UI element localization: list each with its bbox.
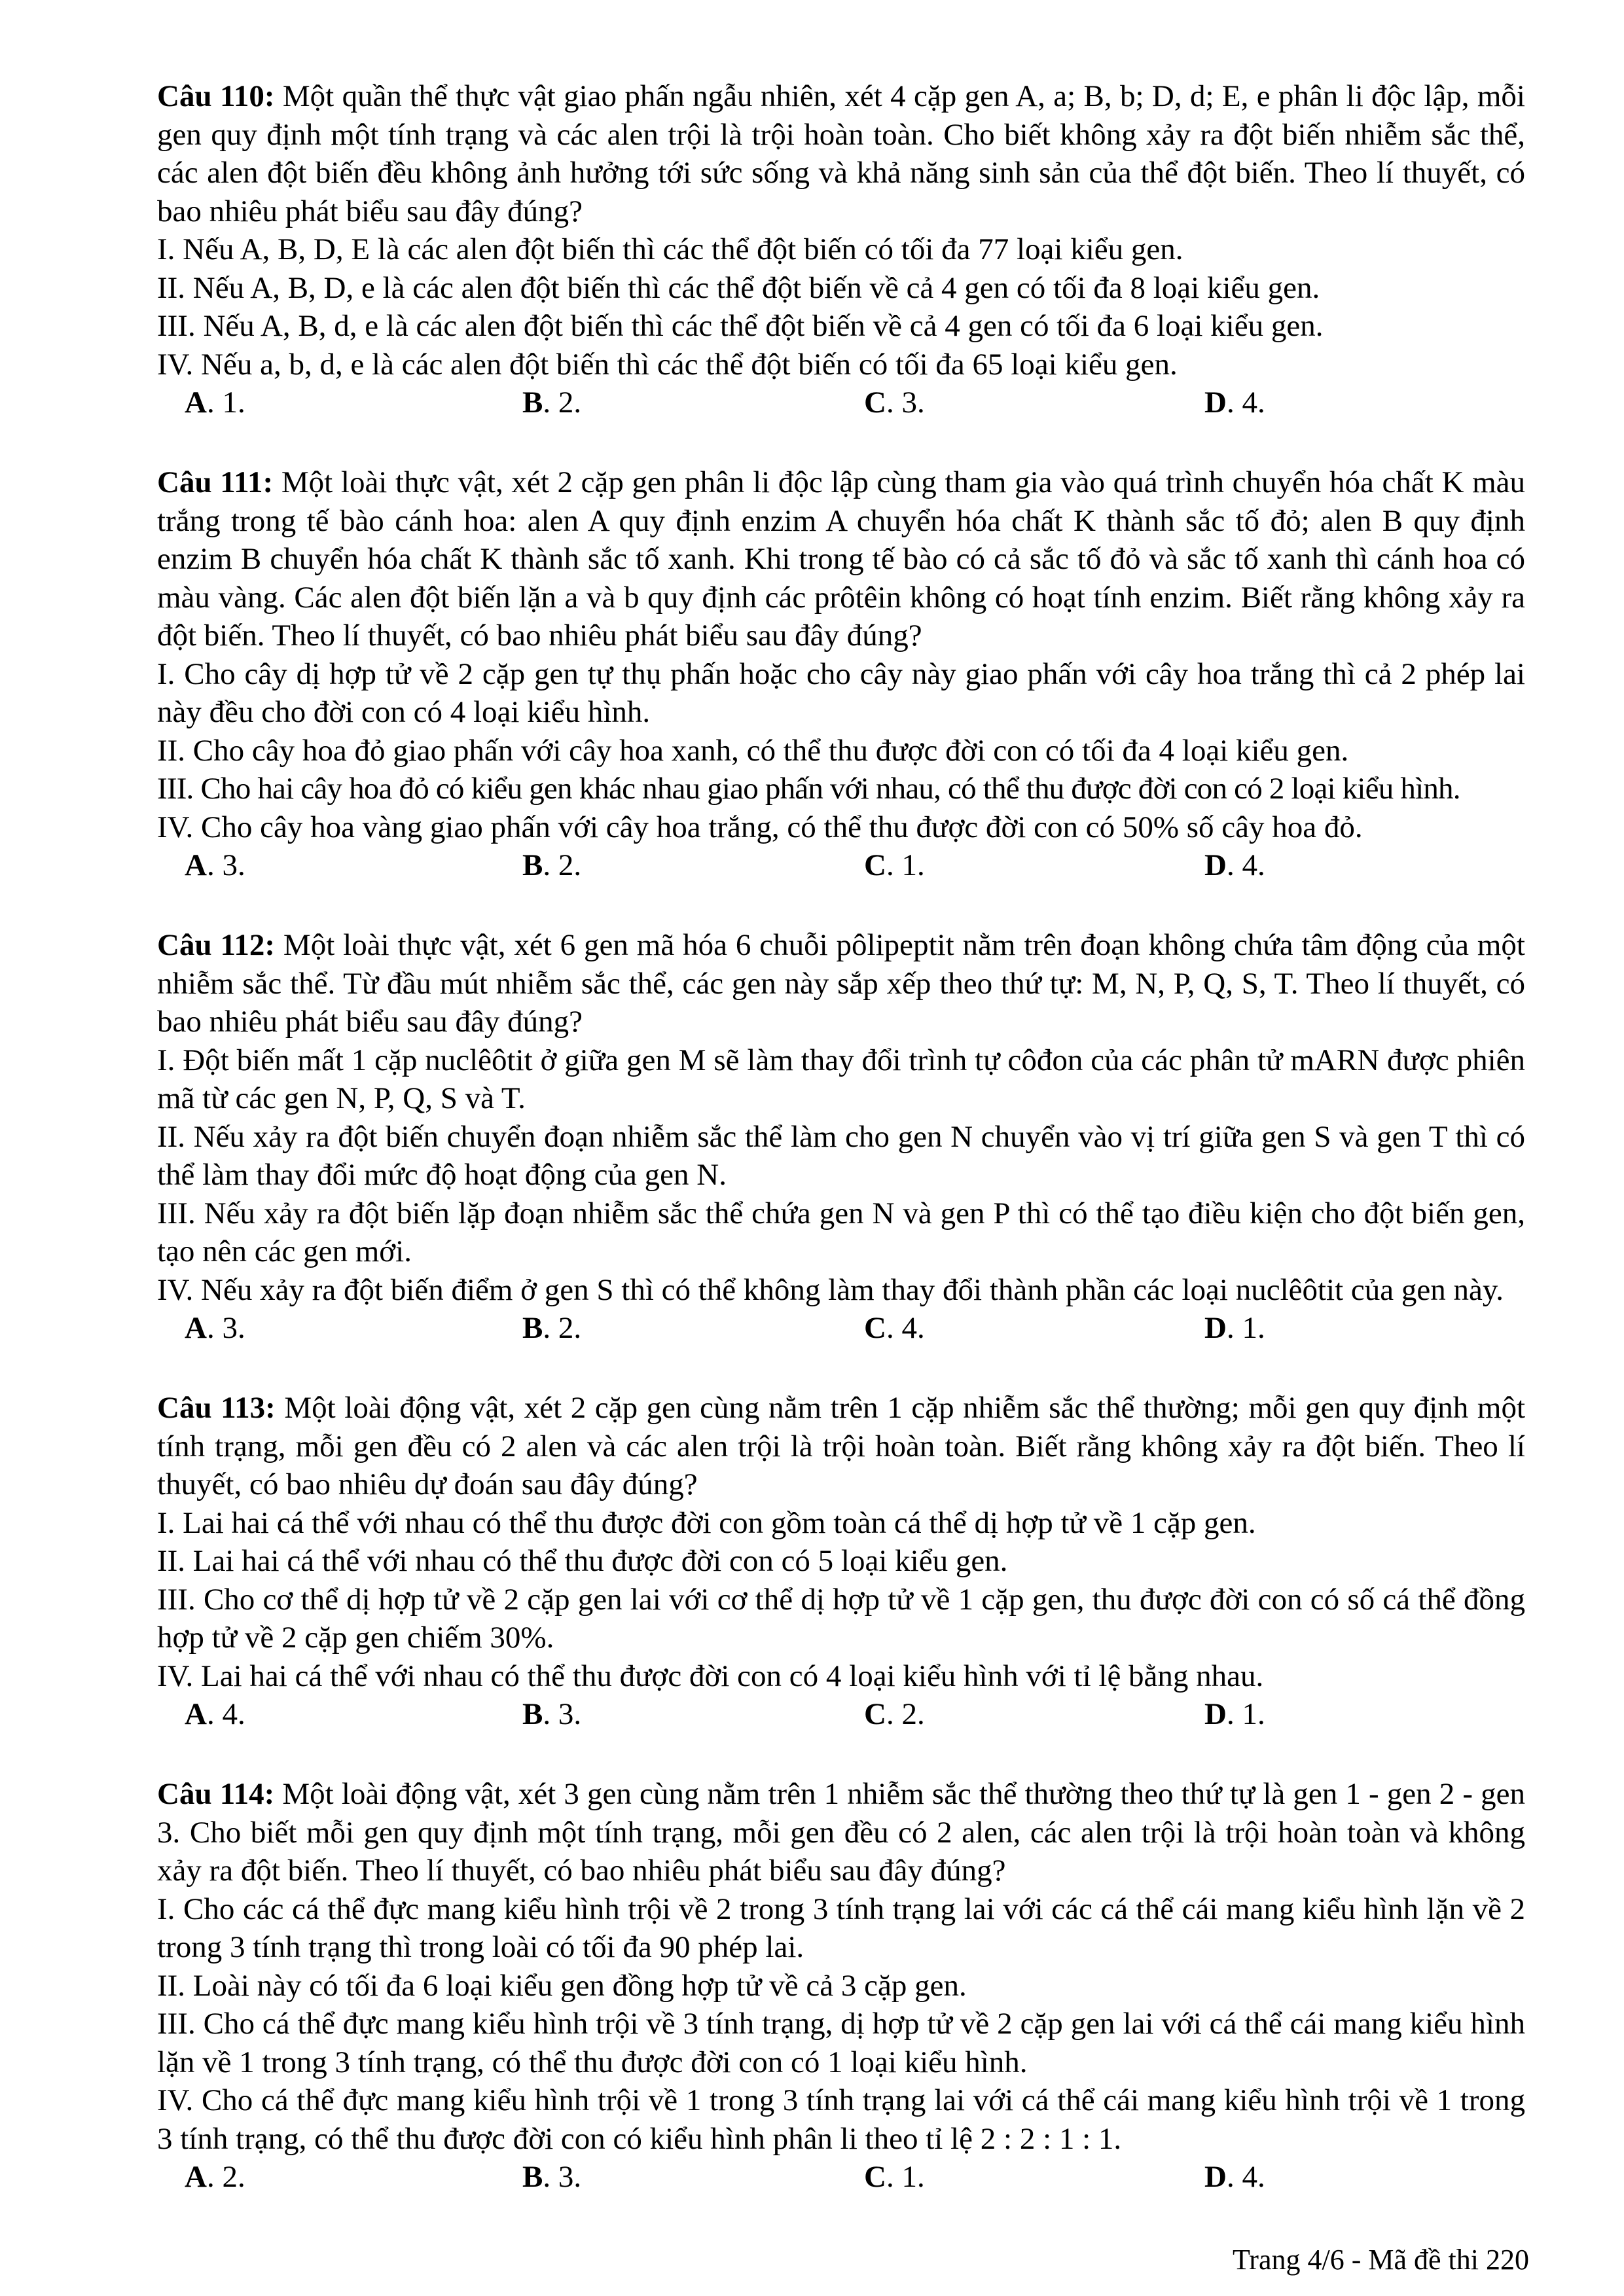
option-letter: D (1204, 386, 1227, 420)
option-letter: B (522, 1697, 543, 1731)
option-text: . 4. (1226, 848, 1265, 882)
option-text: . 2. (543, 386, 582, 420)
option-letter: B (522, 848, 543, 882)
option-c[interactable] (864, 846, 925, 885)
option-letter: C (864, 1311, 886, 1345)
option-text: . 2. (543, 1311, 582, 1345)
statement-2: II. Nếu A, B, D, e là các alen đột biến thì các thể đột biến về cả 4 gen có tối đa 8 loại kiểu gen. (157, 270, 1320, 305)
option-letter: A (185, 848, 207, 882)
answer-options (157, 846, 1525, 886)
answer-options (157, 384, 1525, 423)
option-a[interactable] (185, 1695, 245, 1734)
statement-2: II. Nếu xảy ra đột biến chuyển đoạn nhiễm sắc thể làm cho gen N chuyển vào vị trí giữa gen S và gen T thì có thể làm thay đổi mức độ hoạt động của gen N. (157, 1119, 1525, 1192)
statement-2: II. Lai hai cá thể với nhau có thể thu được đời con có 5 loại kiểu gen. (157, 1544, 1008, 1578)
option-text: . 2. (206, 2160, 245, 2194)
statement-2: II. Cho cây hoa đỏ giao phấn với cây hoa xanh, có thể thu được đời con có tối đa 4 loại kiểu gen. (157, 733, 1349, 768)
question-112 (157, 926, 1525, 1348)
option-letter: C (864, 848, 886, 882)
option-c[interactable] (864, 1695, 925, 1734)
option-letter: D (1204, 2160, 1227, 2194)
option-text: . 2. (543, 848, 582, 882)
option-b[interactable] (522, 2158, 581, 2197)
statement-1: I. Nếu A, B, D, E là các alen đột biến thì các thể đột biến có tối đa 77 loại kiểu gen. (157, 232, 1183, 266)
option-c[interactable] (864, 2158, 925, 2197)
option-text: . 1. (1226, 1311, 1265, 1345)
question-110 (157, 77, 1525, 423)
option-text: . 4. (1226, 2160, 1265, 2194)
option-letter: A (185, 1697, 207, 1731)
statement-4: IV. Cho cây hoa vàng giao phấn với cây hoa trắng, có thể thu được đời con có 50% số cây hoa đỏ. (157, 810, 1363, 844)
question-text: Một loài thực vật, xét 6 gen mã hóa 6 chuỗi pôlipeptit nằm trên đoạn không chứa tâm động của một nhiễm sắc thể. Từ đầu mút nhiễm sắc thể, các gen này sắp xếp theo thứ tự: M, N, P, Q, S, T. Theo lí thuyết, có bao nhiêu phát biểu sau đây đúng? (157, 928, 1525, 1039)
statement-3: III. Cho hai cây hoa đỏ có kiểu gen khác nhau giao phấn với nhau, có thể thu được đời con có 2 loại kiểu hình. (157, 772, 1460, 806)
question-text: Một loài động vật, xét 2 cặp gen cùng nằm trên 1 cặp nhiễm sắc thể thường; mỗi gen quy định một tính trạng, mỗi gen đều có 2 alen và các alen trội là trội hoàn toàn. Biết rằng không xảy ra đột biến. Theo lí thuyết, có bao nhiêu dự đoán sau đây đúng? (157, 1391, 1526, 1501)
option-b[interactable] (522, 384, 581, 422)
option-text: . 3. (886, 386, 925, 420)
statement-3: III. Cho cá thể đực mang kiểu hình trội về 3 tính trạng, dị hợp tử về 2 cặp gen lai với cá thể cái mang kiểu hình lặn về 1 trong 3 tính trạng, có thể thu được đời con có 1 loại kiểu hình. (157, 2007, 1525, 2079)
option-d[interactable] (1204, 846, 1265, 885)
option-c[interactable] (864, 1309, 925, 1348)
option-letter: A (185, 1311, 207, 1345)
option-d[interactable] (1204, 1309, 1265, 1348)
option-text: . 1. (1226, 1697, 1265, 1731)
statement-1: I. Đột biến mất 1 cặp nuclêôtit ở giữa gen M sẽ làm thay đổi trình tự côđon của các phân tử mARN được phiên mã từ các gen N, P, Q, S và T. (157, 1043, 1525, 1115)
option-letter: D (1204, 1697, 1227, 1731)
question-label: Câu 113: (157, 1391, 276, 1425)
option-text: . 4. (886, 1311, 925, 1345)
question-label: Câu 112: (157, 928, 276, 962)
option-letter: C (864, 386, 886, 420)
statement-4: IV. Lai hai cá thể với nhau có thể thu được đời con có 4 loại kiểu hình với tỉ lệ bằng nhau. (157, 1659, 1264, 1693)
option-d[interactable] (1204, 1695, 1265, 1734)
question-stem (157, 1389, 1525, 1504)
option-letter: A (185, 2160, 207, 2194)
question-text: Một loài thực vật, xét 2 cặp gen phân li độc lập cùng tham gia vào quá trình chuyển hóa chất K màu trắng trong tế bào cánh hoa: alen A quy định enzim A chuyển hóa chất K thành sắc tố đỏ; alen B quy định enzim B chuyển hóa chất K thành sắc tố xanh. Khi trong tế bào có cả sắc tố đỏ và sắc tố xanh thì cánh hoa có màu vàng. Các alen đột biến lặn a và b quy định các prôtêin không có hoạt tính enzim. Biết rằng không xảy ra đột biến. Theo lí thuyết, có bao nhiêu phát biểu sau đây đúng? (157, 465, 1526, 653)
question-label: Câu 114: (157, 1777, 275, 1811)
question-113 (157, 1389, 1525, 1734)
statement-4: IV. Nếu a, b, d, e là các alen đột biến thì các thể đột biến có tối đa 65 loại kiểu gen. (157, 347, 1178, 382)
option-text: . 4. (206, 1697, 245, 1731)
option-text: . 3. (543, 2160, 582, 2194)
statement-4: IV. Cho cá thể đực mang kiểu hình trội về 1 trong 3 tính trạng lai với cá thể cái mang kiểu hình trội về 1 trong 3 tính trạng, có thể thu được đời con có kiểu hình phân li theo tỉ lệ 2 : 2 : 1 : 1. (157, 2083, 1525, 2156)
question-stem (157, 77, 1525, 230)
question-label: Câu 111: (157, 465, 274, 499)
statement-3: III. Nếu xảy ra đột biến lặp đoạn nhiễm sắc thể chứa gen N và gen P thì có thể tạo điều kiện cho đột biến gen, tạo nên các gen mới. (157, 1196, 1525, 1268)
statement-1: I. Cho cây dị hợp tử về 2 cặp gen tự thụ phấn hoặc cho cây này giao phấn với cây hoa trắng thì cả 2 phép lai này đều cho đời con có 4 loại kiểu hình. (157, 656, 1525, 729)
option-text: . 3. (206, 1311, 245, 1345)
statement-1: I. Lai hai cá thể với nhau có thể thu được đời con gồm toàn cá thể dị hợp tử về 1 cặp gen. (157, 1505, 1256, 1540)
option-a[interactable] (185, 2158, 245, 2197)
question-114 (157, 1775, 1525, 2197)
option-a[interactable] (185, 384, 245, 422)
question-text: Một quần thể thực vật giao phấn ngẫu nhiên, xét 4 cặp gen A, a; B, b; D, d; E, e phân li độc lập, mỗi gen quy định một tính trạng và các alen trội là trội hoàn toàn. Cho biết không xảy ra đột biến nhiễm sắc thể, các alen đột biến đều không ảnh hưởng tới sức sống và khả năng sinh sản của thể đột biến. Theo lí thuyết, có bao nhiêu phát biểu sau đây đúng? (157, 79, 1525, 228)
option-letter: B (522, 1311, 543, 1345)
option-letter: D (1204, 848, 1227, 882)
option-b[interactable] (522, 1309, 581, 1348)
option-text: . 1. (886, 848, 925, 882)
option-text: . 1. (886, 2160, 925, 2194)
statement-3: III. Cho cơ thể dị hợp tử về 2 cặp gen lai với cơ thể dị hợp tử về 1 cặp gen, thu được đời con có số cá thể đồng hợp tử về 2 cặp gen chiếm 30%. (157, 1582, 1525, 1655)
option-letter: D (1204, 1311, 1227, 1345)
option-text: . 3. (206, 848, 245, 882)
option-text: . 4. (1226, 386, 1265, 420)
option-text: . 3. (543, 1697, 582, 1731)
option-letter: C (864, 1697, 886, 1731)
option-letter: A (185, 386, 207, 420)
option-letter: B (522, 2160, 543, 2194)
question-stem (157, 926, 1525, 1041)
option-text: . 1. (206, 386, 245, 420)
question-stem (157, 463, 1525, 655)
option-a[interactable] (185, 1309, 245, 1348)
question-111 (157, 463, 1525, 886)
option-b[interactable] (522, 1695, 581, 1734)
statement-4: IV. Nếu xảy ra đột biến điểm ở gen S thì có thể không làm thay đổi thành phần các loại nuclêôtit của gen này. (157, 1272, 1504, 1307)
question-text: Một loài động vật, xét 3 gen cùng nằm trên 1 nhiễm sắc thể thường theo thứ tự là gen 1 - gen 2 - gen 3. Cho biết mỗi gen quy định một tính trạng, mỗi gen đều có 2 alen, các alen trội là trội hoàn toàn và không xảy ra đột biến. Theo lí thuyết, có bao nhiêu phát biểu sau đây đúng? (157, 1777, 1525, 1888)
question-stem (157, 1775, 1525, 1890)
statement-2: II. Loài này có tối đa 6 loại kiểu gen đồng hợp tử về cả 3 cặp gen. (157, 1968, 967, 2003)
answer-options (157, 1309, 1525, 1348)
option-a[interactable] (185, 846, 245, 885)
option-d[interactable] (1204, 384, 1265, 422)
statement-3: III. Nếu A, B, d, e là các alen đột biến thì các thể đột biến về cả 4 gen có tối đa 6 loại kiểu gen. (157, 309, 1324, 343)
option-letter: C (864, 2160, 886, 2194)
answer-options (157, 2158, 1525, 2197)
exam-page (157, 77, 1525, 2238)
statement-1: I. Cho các cá thể đực mang kiểu hình trội về 2 trong 3 tính trạng lai với các cá thể cái mang kiểu hình lặn về 2 trong 3 tính trạng thì trong loài có tối đa 90 phép lai. (157, 1892, 1525, 1964)
option-text: . 2. (886, 1697, 925, 1731)
question-label: Câu 110: (157, 79, 275, 113)
option-b[interactable] (522, 846, 581, 885)
page-footer: Trang 4/6 - Mã đề thi 220 (1232, 2244, 1529, 2276)
option-c[interactable] (864, 384, 925, 422)
option-d[interactable] (1204, 2158, 1265, 2197)
option-letter: B (522, 386, 543, 420)
answer-options (157, 1695, 1525, 1734)
